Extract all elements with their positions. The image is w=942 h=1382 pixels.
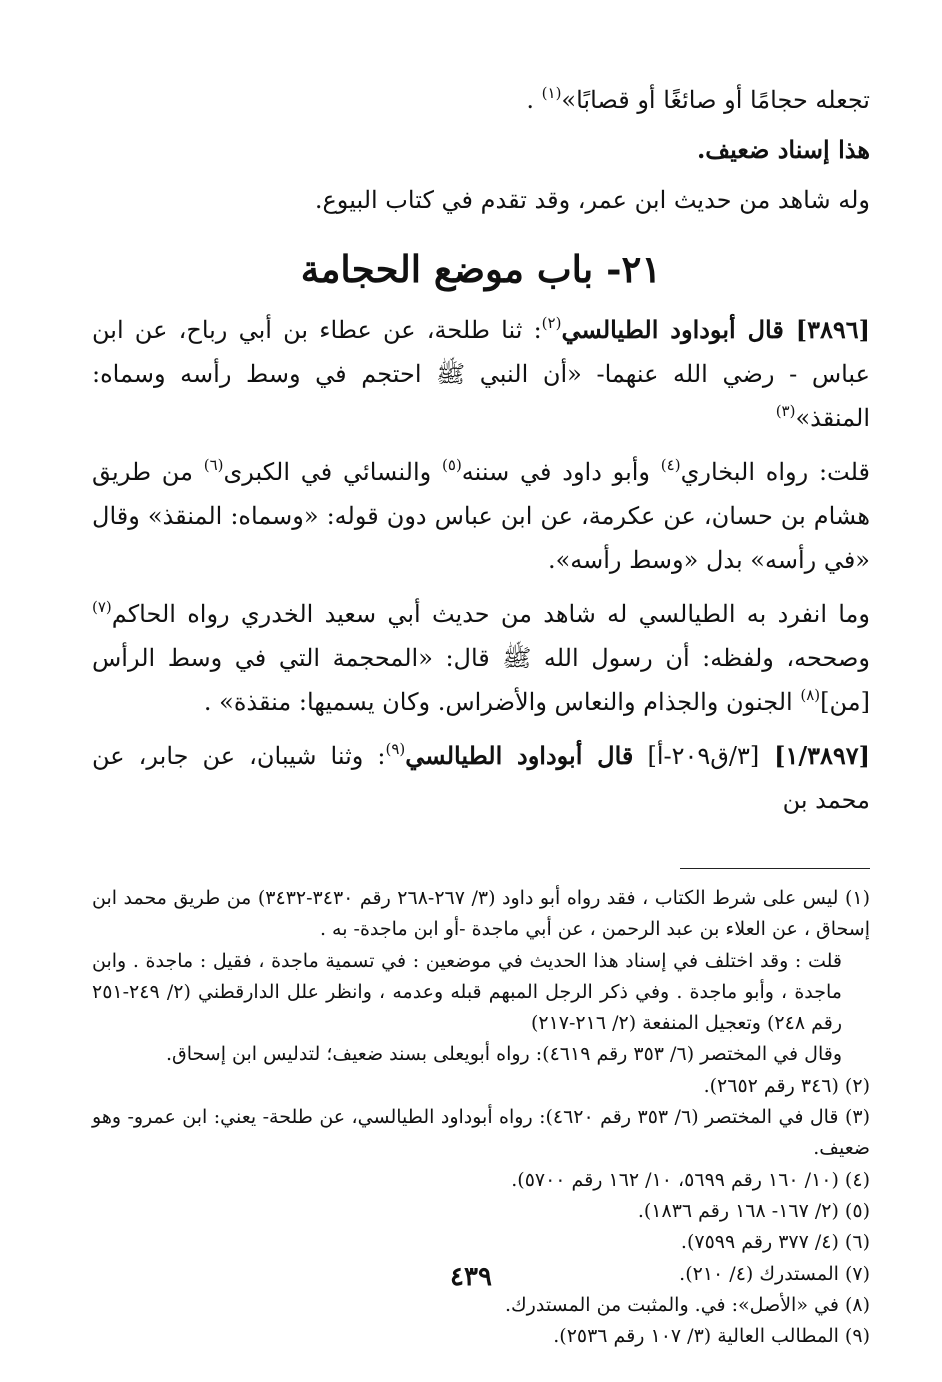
footnote: (٨) في «الأصل»: في. والمثبت من المستدرك. [504, 1293, 870, 1316]
main-text [92, 78, 870, 822]
footnote: (٦) (٤/ ٣٧٧ رقم ٧٥٩٩). [680, 1231, 870, 1254]
commentary-2: وما انفرد به الطيالسي له شاهد من حديث أبي سعيد الخدري رواه الحاكم$^{(٧)}$ وصححه، ولفظه: أن رسول الله ﷺ قال: «المحجمة التي في وسط الرأس [من]$^{(٨)}$ الجنون والجذام والنعاس والأضراس. وكان يسميها: منقذة» . [92, 598, 870, 716]
hadith-3896: [٣٨٩٦] قال أبوداود الطيالسي$^{(٢)}$: ثنا طلحة، عن عطاء بن أبي رباح، عن ابن عباس - رضي الله عنهما- «أن النبي ﷺ احتجم في وسط رأسه وسماه: المنقذ»$^{(٣)}$ [92, 314, 870, 432]
commentary-1: قلت: رواه البخاري$^{(٤)}$ وأبو داود في سننه$^{(٥)}$ والنسائي في الكبرى$^{(٦)}$ من طريق هشام بن حسان، عن عكرمة، عن ابن عباس دون قوله: «وسماه: المنقذ» وقال «في رأسه» بدل «وسط رأسه». [92, 456, 871, 574]
footnote: (٣) قال في المختصر (٦/ ٣٥٣ رقم ٤٦٢٠): رواه أبوداود الطيالسي، عن طلحة- يعني: ابن عمرو- وهو ضعيف. [92, 1106, 870, 1160]
paragraph-2: هذا إسناد ضعيف. [696, 135, 870, 164]
hadith-3897: [١/٣٨٩٧] [٣/ق٢٠٩-أ] قال أبوداود الطيالسي$^{(٩)}$: وثنا شيبان، عن جابر، عن محمد بن [92, 740, 871, 814]
footnote-ref-8[interactable]: (٨) [800, 686, 821, 704]
footnote-divider [680, 868, 870, 869]
paragraph-3: وله شاهد من حديث ابن عمر، وقد تقدم في كتاب البيوع. [314, 186, 870, 214]
footnote-ref-3[interactable]: (٣) [775, 402, 796, 420]
footnote: (٢) (٣٤٦ رقم ٢٦٥٢). [703, 1074, 870, 1097]
footnote: قلت : وقد اختلف في إسناد هذا الحديث في موضعين : في تسمية ماجدة ، فقيل : ماجدة . وابن ماجدة ، وأبو ماجدة . وفي ذكر الرجل المبهم قبله وعدمه ، وانظر علل الدارقطني (٢/ ٢٤٩-٢٥١ رقم ٢٤٨) وتعجيل المنفعة (٢/ ٢١٦-٢١٧) [92, 949, 842, 1035]
footnote: (٥) (٢/ ١٦٧- ١٦٨ رقم ١٨٣٦). [637, 1199, 870, 1222]
footnote: (٩) المطالب العالية (٣/ ١٠٧ رقم ٢٥٣٦). [553, 1325, 870, 1348]
footnote: (١) ليس على شرط الكتاب ، فقد رواه أبو داود (٣/ ٢٦٧-٢٦٨ رقم ٣٤٣٠-٣٤٣٢) من طريق محمد ابن إسحاق ، عن العلاء بن عبد الرحمن ، عن أبي ماجدة -أو ابن ماجدة- به . [92, 887, 870, 941]
footnote-ref-5[interactable]: (٥) [442, 456, 462, 474]
footnote-ref-9[interactable]: (٩) [385, 740, 406, 758]
footnote-ref-2[interactable]: (٢) [541, 314, 562, 332]
footnote: (٧) المستدرك (٤/ ٢١٠). [679, 1262, 870, 1285]
footnote-ref-4[interactable]: (٤) [660, 456, 681, 474]
footnote: (٤) (١٠/ ١٦٠ رقم ٥٦٩٩، ١٠/ ١٦٢ رقم ٥٧٠٠). [511, 1168, 870, 1191]
page-number: ٤٣٩ [450, 1262, 492, 1292]
footnote-ref-1[interactable]: (١) [541, 84, 562, 102]
paragraph-1: تجعله حجامًا أو صائغًا أو قصابًا»$^{(١)}$ . [526, 84, 870, 114]
footnote: وقال في المختصر (٦/ ٣٥٣ رقم ٤٦١٩): رواه أبويعلى بسند ضعيف؛ لتدليس ابن إسحاق. [165, 1043, 842, 1066]
footnote-ref-6[interactable]: (٦) [203, 456, 224, 474]
chapter-heading: ٢١- باب موضع الحجامة [300, 247, 662, 291]
footnote-ref-7[interactable]: (٧) [92, 598, 112, 616]
